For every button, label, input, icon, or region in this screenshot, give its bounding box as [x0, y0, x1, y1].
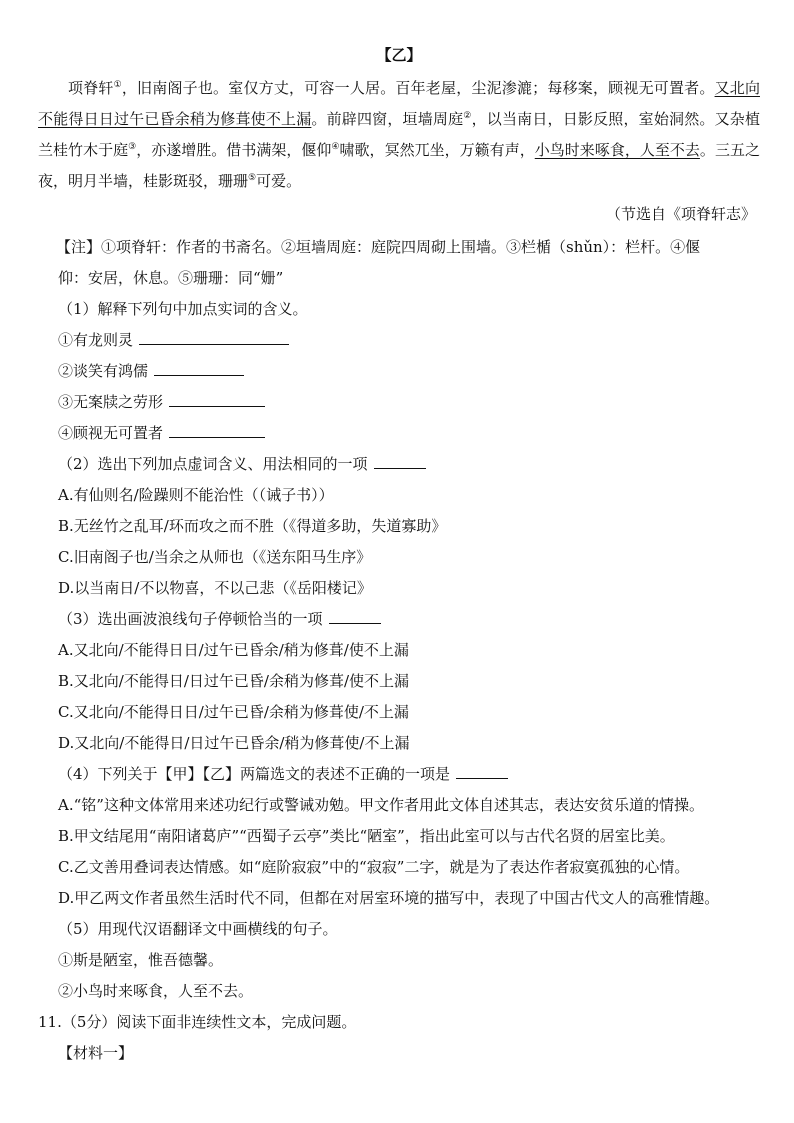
answer-blank[interactable] [329, 607, 381, 624]
section-title: 【乙】 [376, 46, 422, 64]
question-1-prompt: （1）解释下列句中加点实词的含义。 [58, 300, 308, 318]
passage-text: ，以当南日，日影反照，室始洞然。又杂植兰桂竹木于庭 [38, 110, 760, 159]
passage-paragraph [38, 73, 760, 197]
question-3-option: D.又北向/不能得日/日过午已昏余/稍为修葺使/不上漏 [58, 734, 410, 752]
footnote-mark: ④ [331, 142, 340, 152]
passage-text: 。前辟四窗，垣墙周庭 [311, 110, 464, 128]
prompt-text: （3）选出画波浪线句子停顿恰当的一项 [58, 610, 323, 628]
question-4-option: A.“铭”这种文体常用来述功纪行或警诫劝勉。甲文作者用此文体自述其志，表达安贫乐道的情操。 [58, 796, 704, 814]
notes-line-1: 【注】①项脊轩：作者的书斋名。②垣墙周庭：庭院四周砌上围墙。③栏楯（shǔn）：栏杆。④偃 [56, 238, 701, 256]
question-2-option: A.有仙则名/险躁则不能治性（（诫子书）） [58, 486, 334, 504]
item-text: ②谈笑有鸿儒 [58, 362, 149, 380]
passage-source: （节选自《项脊轩志》 [605, 205, 756, 223]
question-4-option: C.乙文善用叠词表达情感。如“庭阶寂寂”中的“寂寂”二字，就是为了表达作者寂寞孤独的心情。 [58, 858, 690, 876]
answer-blank[interactable] [169, 390, 265, 407]
prompt-text: （4）下列关于【甲】【乙】两篇选文的表述不正确的一项是 [58, 765, 451, 783]
question-2-option: B.无丝竹之乱耳/环而攻之而不胜（《得道多助，失道寡助》 [58, 517, 447, 535]
item-text: ④顾视无可置者 [58, 424, 164, 442]
footnote-mark: ⑤ [248, 173, 257, 183]
passage-text: 啸歌，冥然兀坐，万籁有声， [339, 141, 535, 159]
passage-text: 可爱。 [256, 172, 302, 190]
question-4-option: B.甲文结尾用“南阳诸葛庐”“西蜀子云亭”类比“陋室”，指出此室可以与古代名贤的居室比美。 [58, 827, 675, 845]
answer-blank[interactable] [139, 328, 289, 345]
question-2-option: D.以当南日/不以物喜，不以己悲（《岳阳楼记》 [58, 579, 372, 597]
question-4-prompt [38, 759, 760, 790]
answer-blank[interactable] [169, 421, 265, 438]
passage-text: 。三五之夜，明月半墙，桂影斑驳，珊珊 [38, 141, 760, 190]
passage-text: 项脊轩 [68, 79, 114, 97]
question-5-item: ②小鸟时来啄食，人至不去。 [58, 982, 254, 1000]
underlined-sentence-2: 小鸟时来啄食，人至不去 [534, 141, 700, 159]
footnote-mark: ① [113, 80, 122, 90]
question-3-option: B.又北向/不能得日/日过午已昏/余稍为修葺/使不上漏 [58, 672, 410, 690]
question-1-item [38, 356, 760, 387]
question-2-prompt [38, 449, 760, 480]
answer-blank[interactable] [154, 359, 244, 376]
footnote-mark: ② [463, 111, 472, 121]
prompt-text: （2）选出下列加点虚词含义、用法相同的一项 [58, 455, 368, 473]
item-text: ①有龙则灵 [58, 331, 134, 349]
question-2-option: C.旧南阁子也/当余之从师也（《送东阳马生序》 [58, 548, 372, 566]
question-11-heading: 11.（5分）阅读下面非连续性文本，完成问题。 [38, 1013, 357, 1031]
passage-text: ，亦遂增胜。借书满架，偃仰 [136, 141, 332, 159]
answer-blank[interactable] [456, 762, 508, 779]
underlined-sentence: 又北向不能得日日过午已昏余稍为修葺使不上漏 [38, 79, 760, 128]
question-1-item [38, 387, 760, 418]
notes-line-2: 仰：安居，休息。⑤珊珊：同“姗” [58, 269, 284, 287]
passage-text: ，旧南阁子也。室仅方丈，可容一人居。百年老屋，尘泥渗漉；每移案，顾视无可置者。 [121, 79, 715, 97]
question-1-item [38, 418, 760, 449]
question-4-option: D.甲乙两文作者虽然生活时代不同，但都在对居室环境的描写中，表现了中国古代文人的高雅情趣。 [58, 889, 720, 907]
answer-blank[interactable] [374, 452, 426, 469]
question-5-prompt: （5）用现代汉语翻译文中画横线的句子。 [58, 920, 338, 938]
question-3-option: A.又北向/不能得日日/过午已昏余/稍为修葺/使不上漏 [58, 641, 409, 659]
material-1-heading: 【材料一】 [58, 1044, 134, 1062]
question-3-option: C.又北向/不能得日日/过午已昏/余稍为修葺使/不上漏 [58, 703, 409, 721]
item-text: ③无案牍之劳形 [58, 393, 164, 411]
question-3-prompt [38, 604, 760, 635]
footnote-mark: ③ [128, 142, 137, 152]
question-1-item [38, 325, 760, 356]
question-5-item: ①斯是陋室，惟吾德馨。 [58, 951, 224, 969]
